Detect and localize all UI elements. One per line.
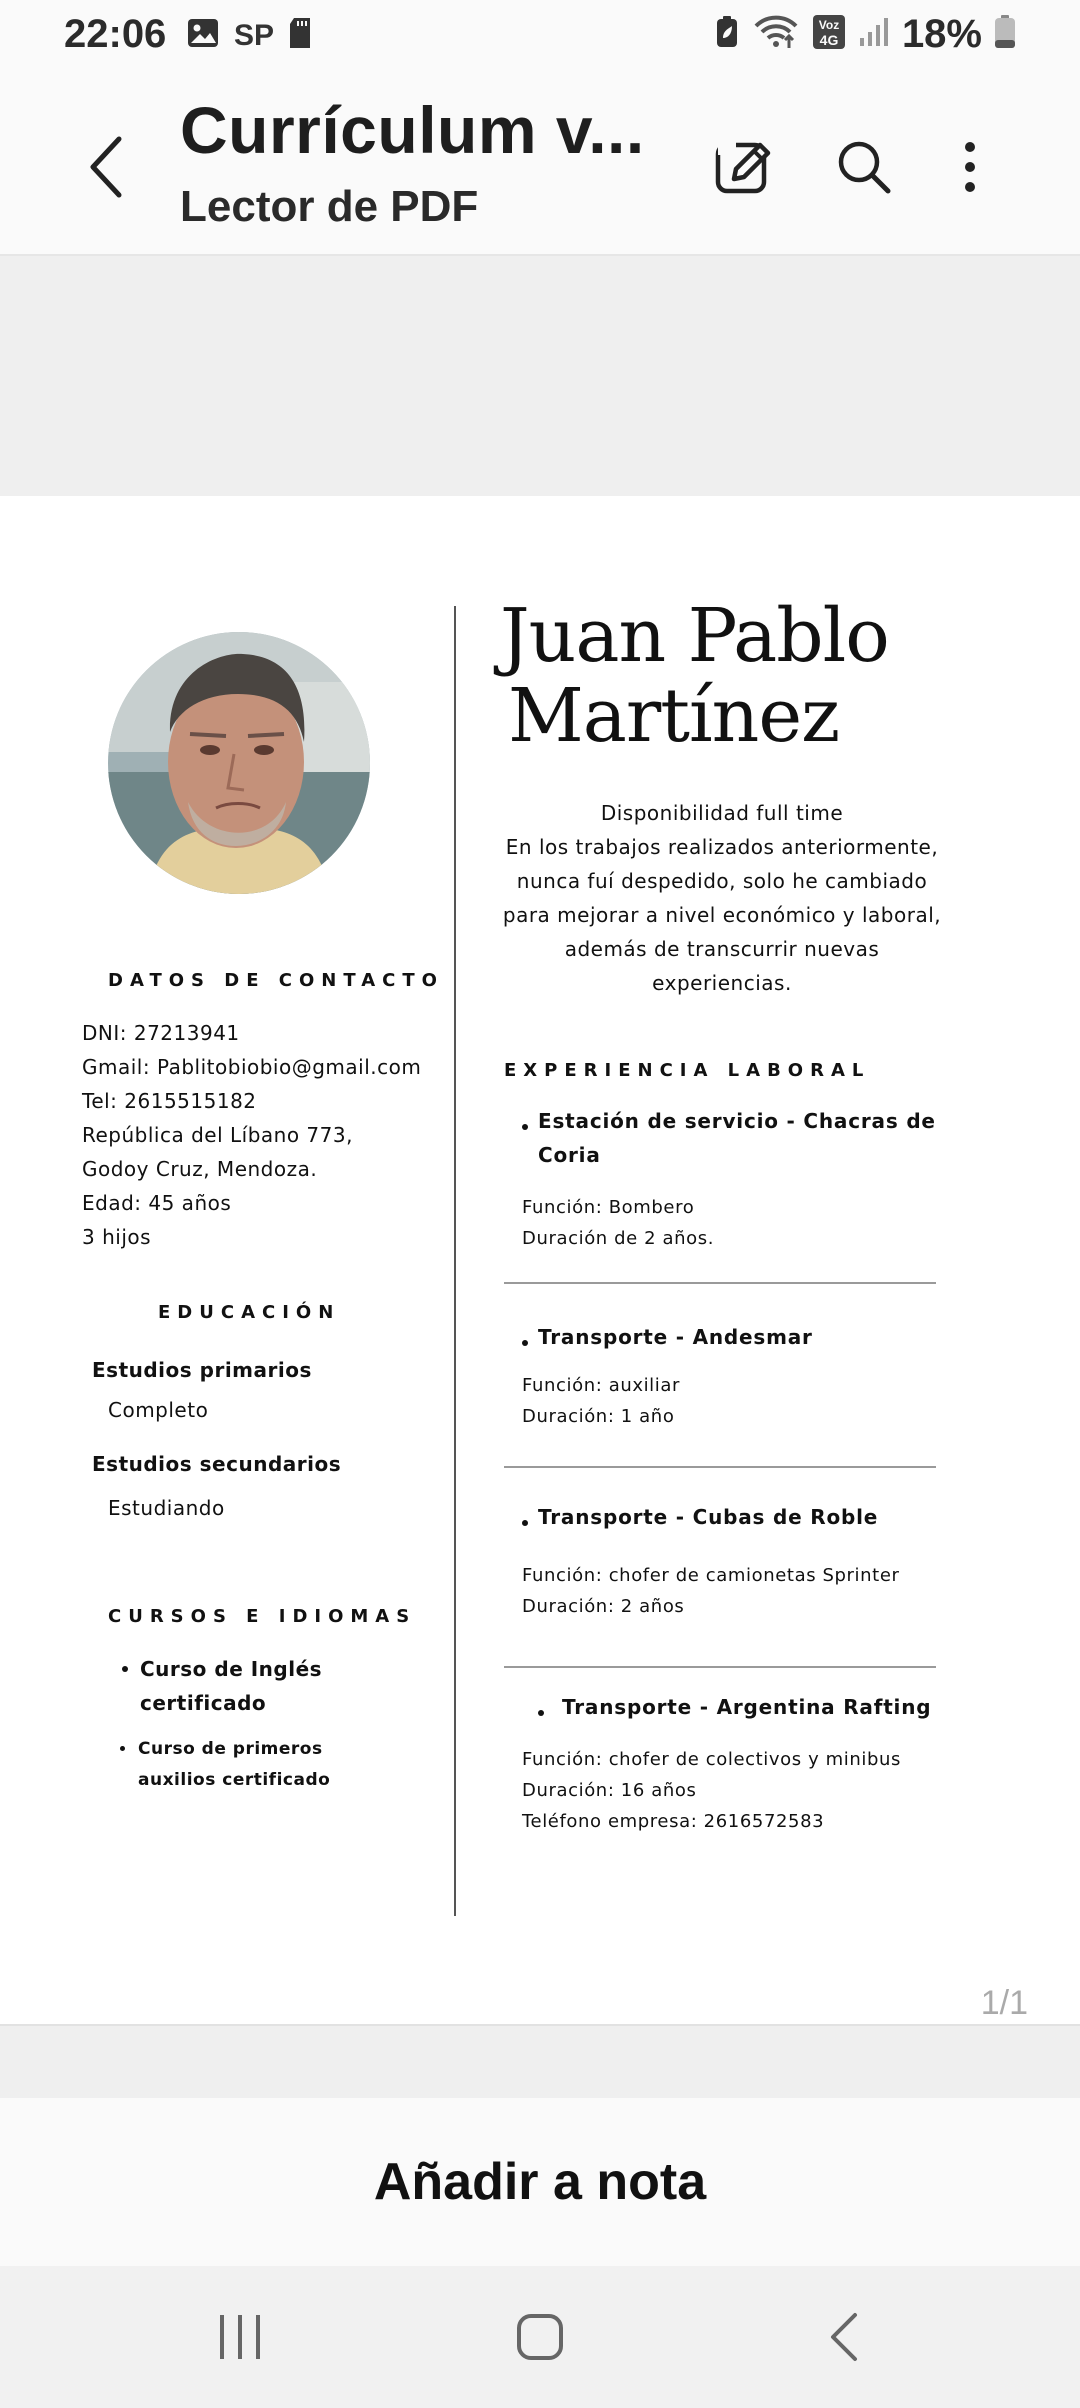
viewer-background-bottom bbox=[0, 2024, 1080, 2098]
back-nav-icon bbox=[827, 2311, 861, 2363]
summary-line: para mejorar a nivel económico y laboral, bbox=[502, 903, 942, 927]
search-icon bbox=[834, 137, 894, 197]
education-item-title: Estudios secundarios bbox=[92, 1452, 342, 1476]
experience-detail-line: Función: chofer de colectivos y minibus bbox=[522, 1749, 901, 1770]
experience-detail-line: Duración: 2 años bbox=[522, 1596, 685, 1617]
contact-age: Edad: 45 años bbox=[82, 1191, 232, 1215]
sd-card-icon bbox=[288, 16, 312, 55]
education-item-title: Estudios primarios bbox=[92, 1358, 312, 1382]
experience-title bbox=[538, 1500, 878, 1534]
experience-separator bbox=[504, 1282, 936, 1284]
contact-children: 3 hijos bbox=[82, 1225, 152, 1249]
contact-phone: Tel: 2615515182 bbox=[82, 1089, 257, 1113]
course-line: auxilios certificado bbox=[138, 1770, 331, 1790]
course-line: certificado bbox=[140, 1691, 267, 1715]
course-item bbox=[140, 1652, 322, 1720]
nav-back-button[interactable] bbox=[764, 2266, 924, 2408]
experience-title bbox=[538, 1104, 936, 1172]
home-button[interactable] bbox=[460, 2266, 620, 2408]
recents-icon bbox=[215, 2312, 265, 2362]
bullet-icon bbox=[538, 1710, 544, 1716]
edit-icon bbox=[714, 137, 774, 197]
experience-details bbox=[522, 1560, 900, 1622]
page-indicator: 1/1 bbox=[980, 1984, 1028, 2022]
add-to-note-label: Añadir a nota bbox=[373, 2153, 707, 2211]
bullet-icon bbox=[522, 1340, 528, 1346]
pdf-page[interactable] bbox=[0, 496, 1080, 2024]
chevron-left-icon bbox=[87, 135, 127, 199]
experience-detail-line: Función: auxiliar bbox=[522, 1375, 681, 1396]
more-options-button[interactable] bbox=[930, 127, 1010, 207]
experience-title-line: Transporte - Argentina Rafting bbox=[562, 1695, 932, 1719]
experience-title-line: Transporte - Andesmar bbox=[538, 1325, 813, 1349]
bullet-icon bbox=[122, 1666, 128, 1672]
more-icon bbox=[960, 137, 980, 197]
candidate-name bbox=[500, 593, 889, 759]
bullet-icon bbox=[522, 1124, 528, 1130]
status-bar bbox=[0, 0, 1080, 72]
bullet-icon bbox=[522, 1520, 528, 1526]
network-4g-label: 4G bbox=[819, 32, 839, 48]
home-icon bbox=[515, 2312, 565, 2362]
experience-separator bbox=[504, 1466, 936, 1468]
page-subtitle: Lector de PDF bbox=[180, 182, 479, 231]
battery-saver-icon bbox=[714, 14, 740, 55]
experience-title-line: Transporte - Cubas de Roble bbox=[538, 1505, 879, 1529]
experience-detail-line: Función: chofer de camionetas Sprinter bbox=[522, 1565, 900, 1586]
battery-percentage: 18% bbox=[901, 12, 982, 56]
experience-title bbox=[562, 1690, 931, 1724]
status-sp-label: SP bbox=[234, 18, 275, 52]
course-item bbox=[138, 1734, 330, 1796]
app-bar bbox=[0, 72, 1080, 256]
contact-details bbox=[82, 1016, 421, 1254]
profile-summary bbox=[492, 796, 952, 1000]
search-button[interactable] bbox=[824, 127, 904, 207]
contact-address-line1: República del Líbano 773, bbox=[82, 1123, 353, 1147]
experience-details bbox=[522, 1192, 714, 1254]
signal-icon bbox=[858, 14, 890, 55]
summary-line: además de transcurrir nuevas bbox=[564, 937, 880, 961]
contact-address-line2: Godoy Cruz, Mendoza. bbox=[82, 1157, 318, 1181]
name-line1: Juan Pablo bbox=[500, 593, 889, 679]
summary-line: Disponibilidad full time bbox=[600, 801, 844, 825]
contact-gmail: Gmail: Pablitobiobio@gmail.com bbox=[82, 1055, 422, 1079]
education-item-value: Completo bbox=[108, 1398, 209, 1422]
back-button[interactable] bbox=[72, 122, 142, 212]
experience-detail-line: Duración de 2 años. bbox=[522, 1228, 715, 1249]
course-line: Curso de primeros bbox=[138, 1739, 323, 1759]
name-line2: Martínez bbox=[508, 673, 840, 759]
experience-detail-line: Función: Bombero bbox=[522, 1197, 695, 1218]
contact-dni: DNI: 27213941 bbox=[82, 1021, 240, 1045]
course-line: Curso de Inglés bbox=[140, 1657, 323, 1681]
system-nav-bar bbox=[0, 2266, 1080, 2408]
experience-details bbox=[522, 1370, 680, 1432]
experience-separator bbox=[504, 1666, 936, 1668]
edit-button[interactable] bbox=[704, 127, 784, 207]
experience-detail-line: Duración: 1 año bbox=[522, 1406, 675, 1427]
education-heading: EDUCACIÓN bbox=[158, 1302, 341, 1323]
profile-photo bbox=[108, 632, 370, 894]
contact-heading: DATOS DE CONTACTO bbox=[108, 970, 444, 991]
status-right-icons bbox=[714, 12, 1016, 57]
viewer-background-top bbox=[0, 256, 1080, 496]
experience-title-line: Estación de servicio - Chacras de bbox=[538, 1109, 936, 1133]
gallery-icon bbox=[186, 16, 220, 55]
status-time: 22:06 bbox=[64, 12, 167, 56]
experience-detail-line: Duración: 16 años bbox=[522, 1780, 697, 1801]
summary-line: nunca fuí despedido, solo he cambiado bbox=[516, 869, 928, 893]
summary-line: experiencias. bbox=[652, 971, 792, 995]
education-item-value: Estudiando bbox=[108, 1496, 225, 1520]
column-divider bbox=[454, 606, 456, 1916]
bullet-icon bbox=[120, 1746, 125, 1751]
status-left-icons bbox=[186, 16, 312, 55]
recents-button[interactable] bbox=[160, 2266, 320, 2408]
add-to-note-button[interactable] bbox=[0, 2098, 1080, 2266]
page-title: Currículum v... bbox=[180, 93, 645, 167]
experience-heading: EXPERIENCIA LABORAL bbox=[504, 1060, 871, 1081]
summary-line: En los trabajos realizados anteriormente, bbox=[505, 835, 939, 859]
battery-icon bbox=[994, 14, 1016, 55]
experience-title-line: Coria bbox=[538, 1143, 601, 1167]
volte-4g-icon bbox=[812, 14, 846, 55]
courses-heading: CURSOS E IDIOMAS bbox=[108, 1606, 417, 1627]
volte-label: Voz bbox=[818, 18, 840, 32]
experience-title bbox=[538, 1320, 813, 1354]
experience-detail-line: Teléfono empresa: 2616572583 bbox=[522, 1811, 825, 1832]
wifi-icon bbox=[752, 14, 800, 55]
experience-details bbox=[522, 1744, 901, 1837]
